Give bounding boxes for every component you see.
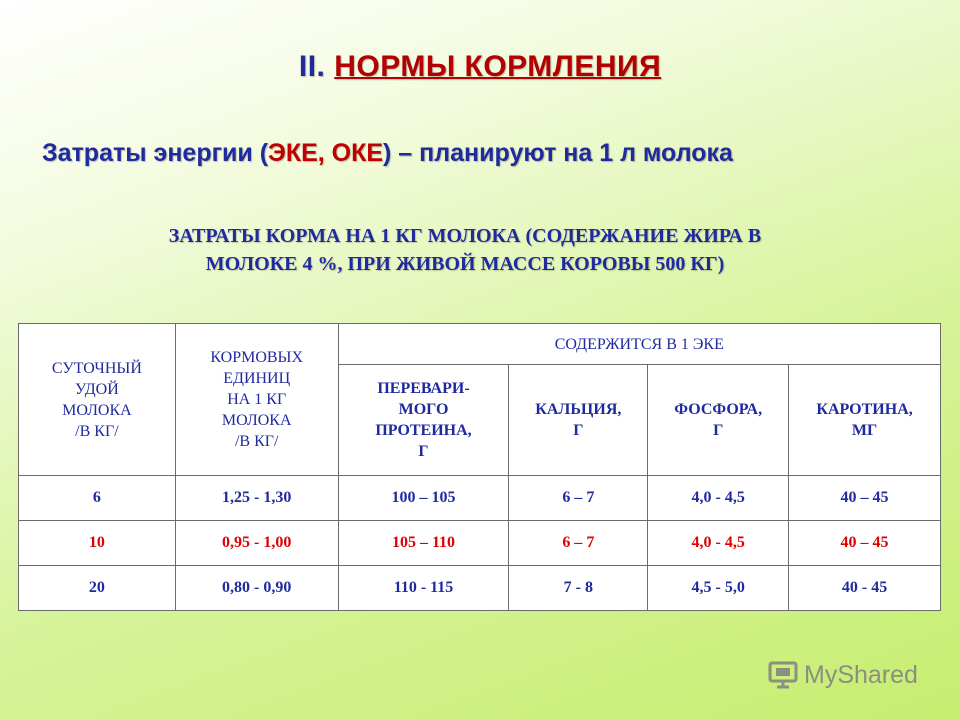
header-line: ПРОТЕИНА,: [375, 422, 472, 439]
header-phosphorus: [648, 365, 789, 476]
cell-phosphorus: 4,0 - 4,5: [648, 521, 789, 566]
logo-text: MyShared: [804, 660, 918, 689]
energy-subtitle: [42, 139, 733, 168]
cell-phosphorus: 4,5 - 5,0: [648, 566, 789, 611]
table-row: [19, 566, 941, 611]
header-line: МОЛОКА: [62, 401, 132, 419]
cell-protein: 105 – 110: [338, 521, 509, 566]
subtitle-part1: Затраты энергии (: [42, 139, 269, 167]
table-caption: [100, 222, 830, 278]
header-feed-units: [175, 324, 338, 476]
header-daily-yield: [19, 324, 176, 476]
header-line: Г: [713, 422, 724, 439]
slide-title: [0, 50, 960, 84]
cell-yield: 10: [19, 521, 176, 566]
header-line: СУТОЧНЫЙ: [51, 359, 142, 377]
header-line: КАРОТИНА,: [816, 401, 913, 418]
cell-phosphorus: 4,0 - 4,5: [648, 476, 789, 521]
cell-carotene: 40 – 45: [789, 521, 941, 566]
header-line: /В КГ/: [75, 422, 119, 440]
header-line: /В КГ/: [234, 433, 279, 450]
header-line: МОГО: [398, 401, 449, 418]
header-line: Г: [573, 422, 584, 439]
header-line: КАЛЬЦИЯ,: [535, 401, 622, 418]
cell-protein: 100 – 105: [338, 476, 509, 521]
header-carotene: [789, 365, 941, 476]
table-header-row-1: [19, 324, 941, 365]
header-line: КОРМОВЫХ: [210, 349, 304, 366]
header-line: МОЛОКА: [221, 412, 292, 429]
cell-feed-units: 1,25 - 1,30: [175, 476, 338, 521]
myshared-logo: [768, 658, 918, 692]
header-calcium: [509, 365, 648, 476]
cell-carotene: 40 - 45: [789, 566, 941, 611]
header-line: ПЕРЕВАРИ-: [377, 380, 470, 397]
subtitle-part3: ) – планируют на 1 л молока: [383, 139, 733, 167]
header-line: УДОЙ: [75, 380, 119, 398]
table-row: [19, 476, 941, 521]
header-line: ЕДИНИЦ: [223, 370, 291, 387]
cell-feed-units: 0,80 - 0,90: [175, 566, 338, 611]
presentation-icon: [768, 660, 798, 690]
table-row-highlighted: [19, 521, 941, 566]
cell-feed-units: 0,95 - 1,00: [175, 521, 338, 566]
header-line: НА 1 КГ: [227, 391, 287, 408]
header-line: МГ: [851, 422, 878, 439]
feeding-norms-table: [18, 323, 941, 611]
subtitle-units: ЭКЕ, ОКЕ: [268, 139, 384, 167]
header-line: ФОСФОРА,: [674, 401, 763, 418]
caption-line2: МОЛОКЕ 4 %, ПРИ ЖИВОЙ МАССЕ КОРОВЫ 500 КГ): [205, 253, 725, 275]
cell-calcium: 6 – 7: [509, 521, 648, 566]
cell-protein: 110 - 115: [338, 566, 509, 611]
cell-calcium: 7 - 8: [509, 566, 648, 611]
caption-line1: ЗАТРАТЫ КОРМА НА 1 КГ МОЛОКА (СОДЕРЖАНИЕ ЖИРА В: [168, 225, 762, 247]
cell-yield: 6: [19, 476, 176, 521]
cell-carotene: 40 – 45: [789, 476, 941, 521]
header-protein: [338, 365, 509, 476]
cell-yield: 20: [19, 566, 176, 611]
cell-calcium: 6 – 7: [509, 476, 648, 521]
section-title: НОРМЫ КОРМЛЕНИЯ: [334, 50, 662, 83]
section-number: II.: [298, 50, 326, 83]
header-contained-per-eke: СОДЕРЖИТСЯ В 1 ЭКЕ: [338, 324, 940, 365]
header-line: Г: [418, 443, 429, 460]
